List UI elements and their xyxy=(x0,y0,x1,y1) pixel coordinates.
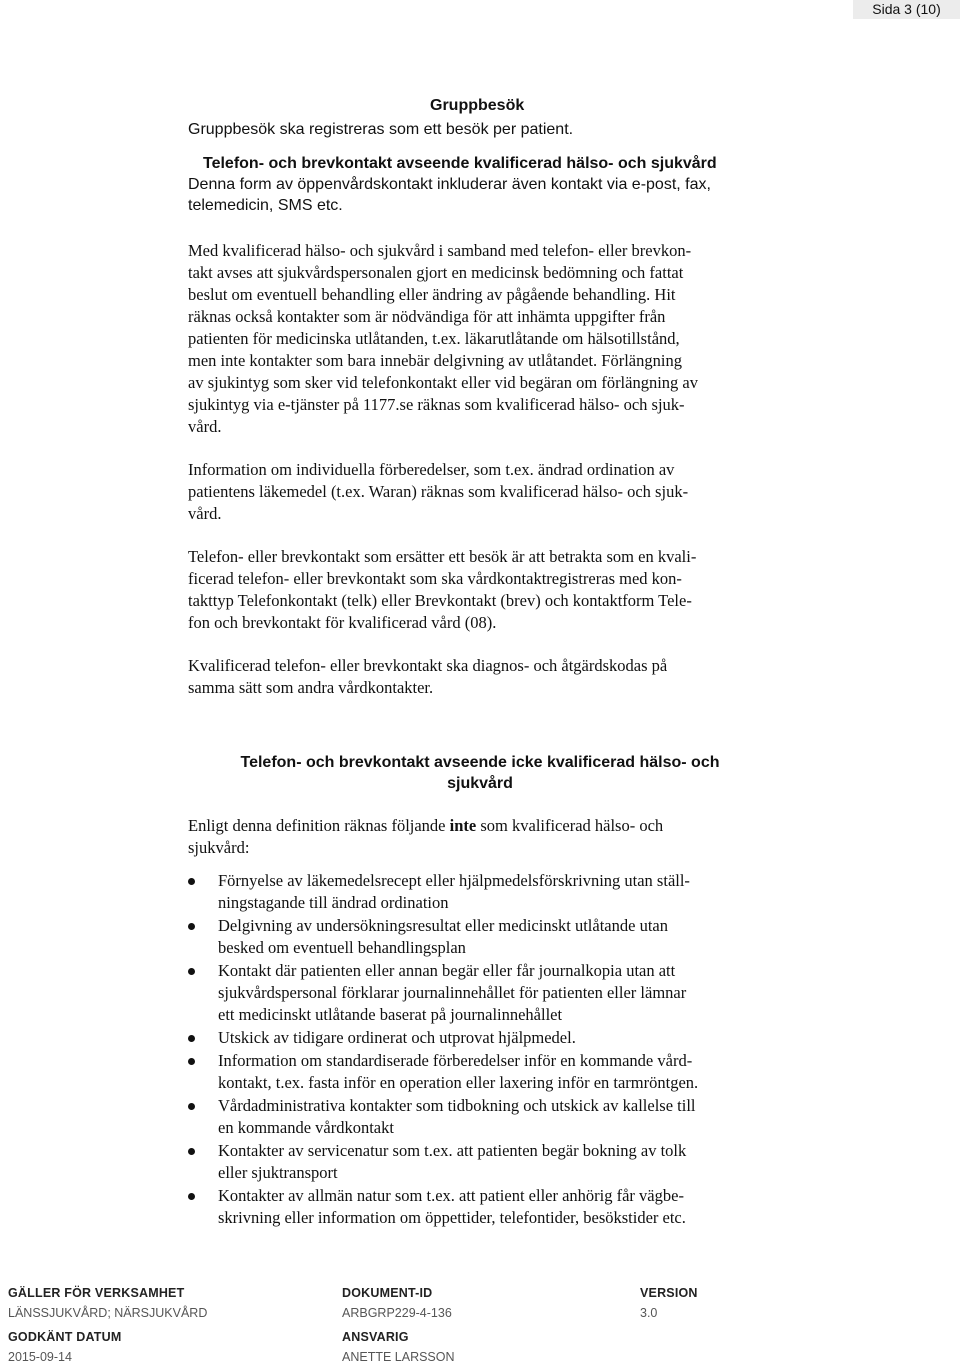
intro-emphasis: inte xyxy=(449,816,477,835)
text-line: patienten för medicinska utlåtanden, t.ex. läkarutlåtande om hälsotillstånd, xyxy=(188,329,680,348)
footer-version-label: VERSION xyxy=(640,1286,698,1300)
text-line: Med kvalificerad hälso- och sjukvård i samband med telefon- eller brevkon- xyxy=(188,241,692,260)
list-item-text: sjukvårdspersonal förklarar journalinnehållet för patienten eller lämnar xyxy=(218,983,687,1002)
footer-responsible-label: ANSVARIG xyxy=(342,1330,409,1344)
definition-intro xyxy=(188,815,663,837)
intro-text: Enligt denna definition räknas följande xyxy=(188,816,450,835)
text-line: vård. xyxy=(188,504,222,523)
intro-text: som kvalificerad hälso- och xyxy=(476,816,664,835)
bullet-icon xyxy=(188,1058,195,1065)
list-item-text: Kontakter av servicenatur som t.ex. att patienten begär bokning av tolk xyxy=(218,1141,687,1160)
text-line: men inte kontakter som bara innebär delgivning av utlåtandet. Förlängning xyxy=(188,351,682,370)
text-line: sjukintyg via e-tjänster på 1177.se räknas som kvalificerad hälso- och sjuk- xyxy=(188,395,685,414)
footer-approved-label: GODKÄNT DATUM xyxy=(8,1330,122,1344)
footer-applies-value: LÄNSSJUKVÅRD; NÄRSJUKVÅRD xyxy=(8,1306,208,1320)
page-number: Sida 3 (10) xyxy=(853,0,960,19)
intro-line: Denna form av öppenvårdskontakt inkluderar även kontakt via e-post, fax, xyxy=(188,176,711,193)
list-item-text: Delgivning av undersökningsresultat eller medicinskt utlåtande utan xyxy=(218,916,668,935)
bullet-icon xyxy=(188,1103,195,1110)
bullet-icon xyxy=(188,968,195,975)
text-line: räknas också kontakter som är nödvändiga för att inhämta uppgifter från xyxy=(188,307,666,326)
section-title-icke-kvalificerad: Telefon- och brevkontakt avseende icke kvalificerad hälso- och xyxy=(240,754,720,771)
text-line: av sjukintyg som sker vid telefonkontakt eller vid begäran om förlängning av xyxy=(188,373,699,392)
list-item-text: Förnyelse av läkemedelsrecept eller hjälpmedelsförskrivning utan ställ- xyxy=(218,871,690,890)
list-item-text: Information om standardiserade förberedelser inför en kommande vård- xyxy=(218,1051,693,1070)
list-item-text: skrivning eller information om öppettider, telefontider, besökstider etc. xyxy=(218,1208,686,1227)
list-item-text: kontakt, t.ex. fasta inför en operation eller laxering inför en tarmröntgen. xyxy=(218,1073,699,1092)
list-item-text: ningstagande till ändrad ordination xyxy=(218,893,449,912)
list-item-text: Vårdadministrativa kontakter som tidbokning och utskick av kallelse till xyxy=(218,1096,696,1115)
text-line: takttyp Telefonkontakt (telk) eller Brevkontakt (brev) och kontaktform Tele- xyxy=(188,591,692,610)
list-item-text: Utskick av tidigare ordinerat och utprovat hjälpmedel. xyxy=(218,1028,576,1047)
footer-approved-value: 2015-09-14 xyxy=(8,1350,72,1364)
footer-applies-label: GÄLLER FÖR VERKSAMHET xyxy=(8,1286,185,1300)
bullet-icon xyxy=(188,1035,195,1042)
intro-line: telemedicin, SMS etc. xyxy=(188,197,343,214)
list-item-text: eller sjuktransport xyxy=(218,1163,338,1182)
text-line: vård. xyxy=(188,417,222,436)
text-line: Kvalificerad telefon- eller brevkontakt ska diagnos- och åtgärdskodas på xyxy=(188,656,668,675)
text-line: Telefon- eller brevkontakt som ersätter ett besök är att betrakta som en kvali- xyxy=(188,547,697,566)
section-title-gruppbesok: Gruppbesök xyxy=(430,97,525,114)
gruppbesok-text: Gruppbesök ska registreras som ett besök per patient. xyxy=(188,121,574,138)
text-line: patientens läkemedel (t.ex. Waran) räknas som kvalificerad hälso- och sjuk- xyxy=(188,482,689,501)
footer-responsible-value: ANETTE LARSSON xyxy=(342,1350,455,1364)
bullet-icon xyxy=(188,1193,195,1200)
definition-intro-line2: sjukvård: xyxy=(188,838,250,857)
section-title-icke-kvalificerad-line2: sjukvård xyxy=(447,775,513,792)
bullet-icon xyxy=(188,1148,195,1155)
footer-docid-label: DOKUMENT-ID xyxy=(342,1286,433,1300)
list-item-text: Kontakter av allmän natur som t.ex. att patient eller anhörig får vägbe- xyxy=(218,1186,684,1205)
text-line: ficerad telefon- eller brevkontakt som ska vårdkontaktregistreras med kon- xyxy=(188,569,682,588)
text-line: Information om individuella förberedelser, som t.ex. ändrad ordination av xyxy=(188,460,675,479)
footer-docid-value: ARBGRP229-4-136 xyxy=(342,1306,452,1320)
list-item-text: ett medicinskt utlåtande baserat på journalinnehållet xyxy=(218,1005,563,1024)
list-item-text: en kommande vårdkontakt xyxy=(218,1118,394,1137)
list-item-text: Kontakt där patienten eller annan begär eller får journalkopia utan att xyxy=(218,961,676,980)
text-line: beslut om eventuell behandling eller ändring av pågående behandling. Hit xyxy=(188,285,676,304)
footer-version-value: 3.0 xyxy=(640,1306,658,1320)
list-item-text: besked om eventuell behandlingsplan xyxy=(218,938,466,957)
text-line: takt avses att sjukvårdspersonalen gjort en medicinsk bedömning och fattat xyxy=(188,263,684,282)
section-title-kvalificerad: Telefon- och brevkontakt avseende kvalificerad hälso- och sjukvård xyxy=(203,155,717,172)
bullet-icon xyxy=(188,923,195,930)
text-line: fon och brevkontakt för kvalificerad vård (08). xyxy=(188,613,497,632)
text-line: samma sätt som andra vårdkontakter. xyxy=(188,678,434,697)
bullet-icon xyxy=(188,878,195,885)
